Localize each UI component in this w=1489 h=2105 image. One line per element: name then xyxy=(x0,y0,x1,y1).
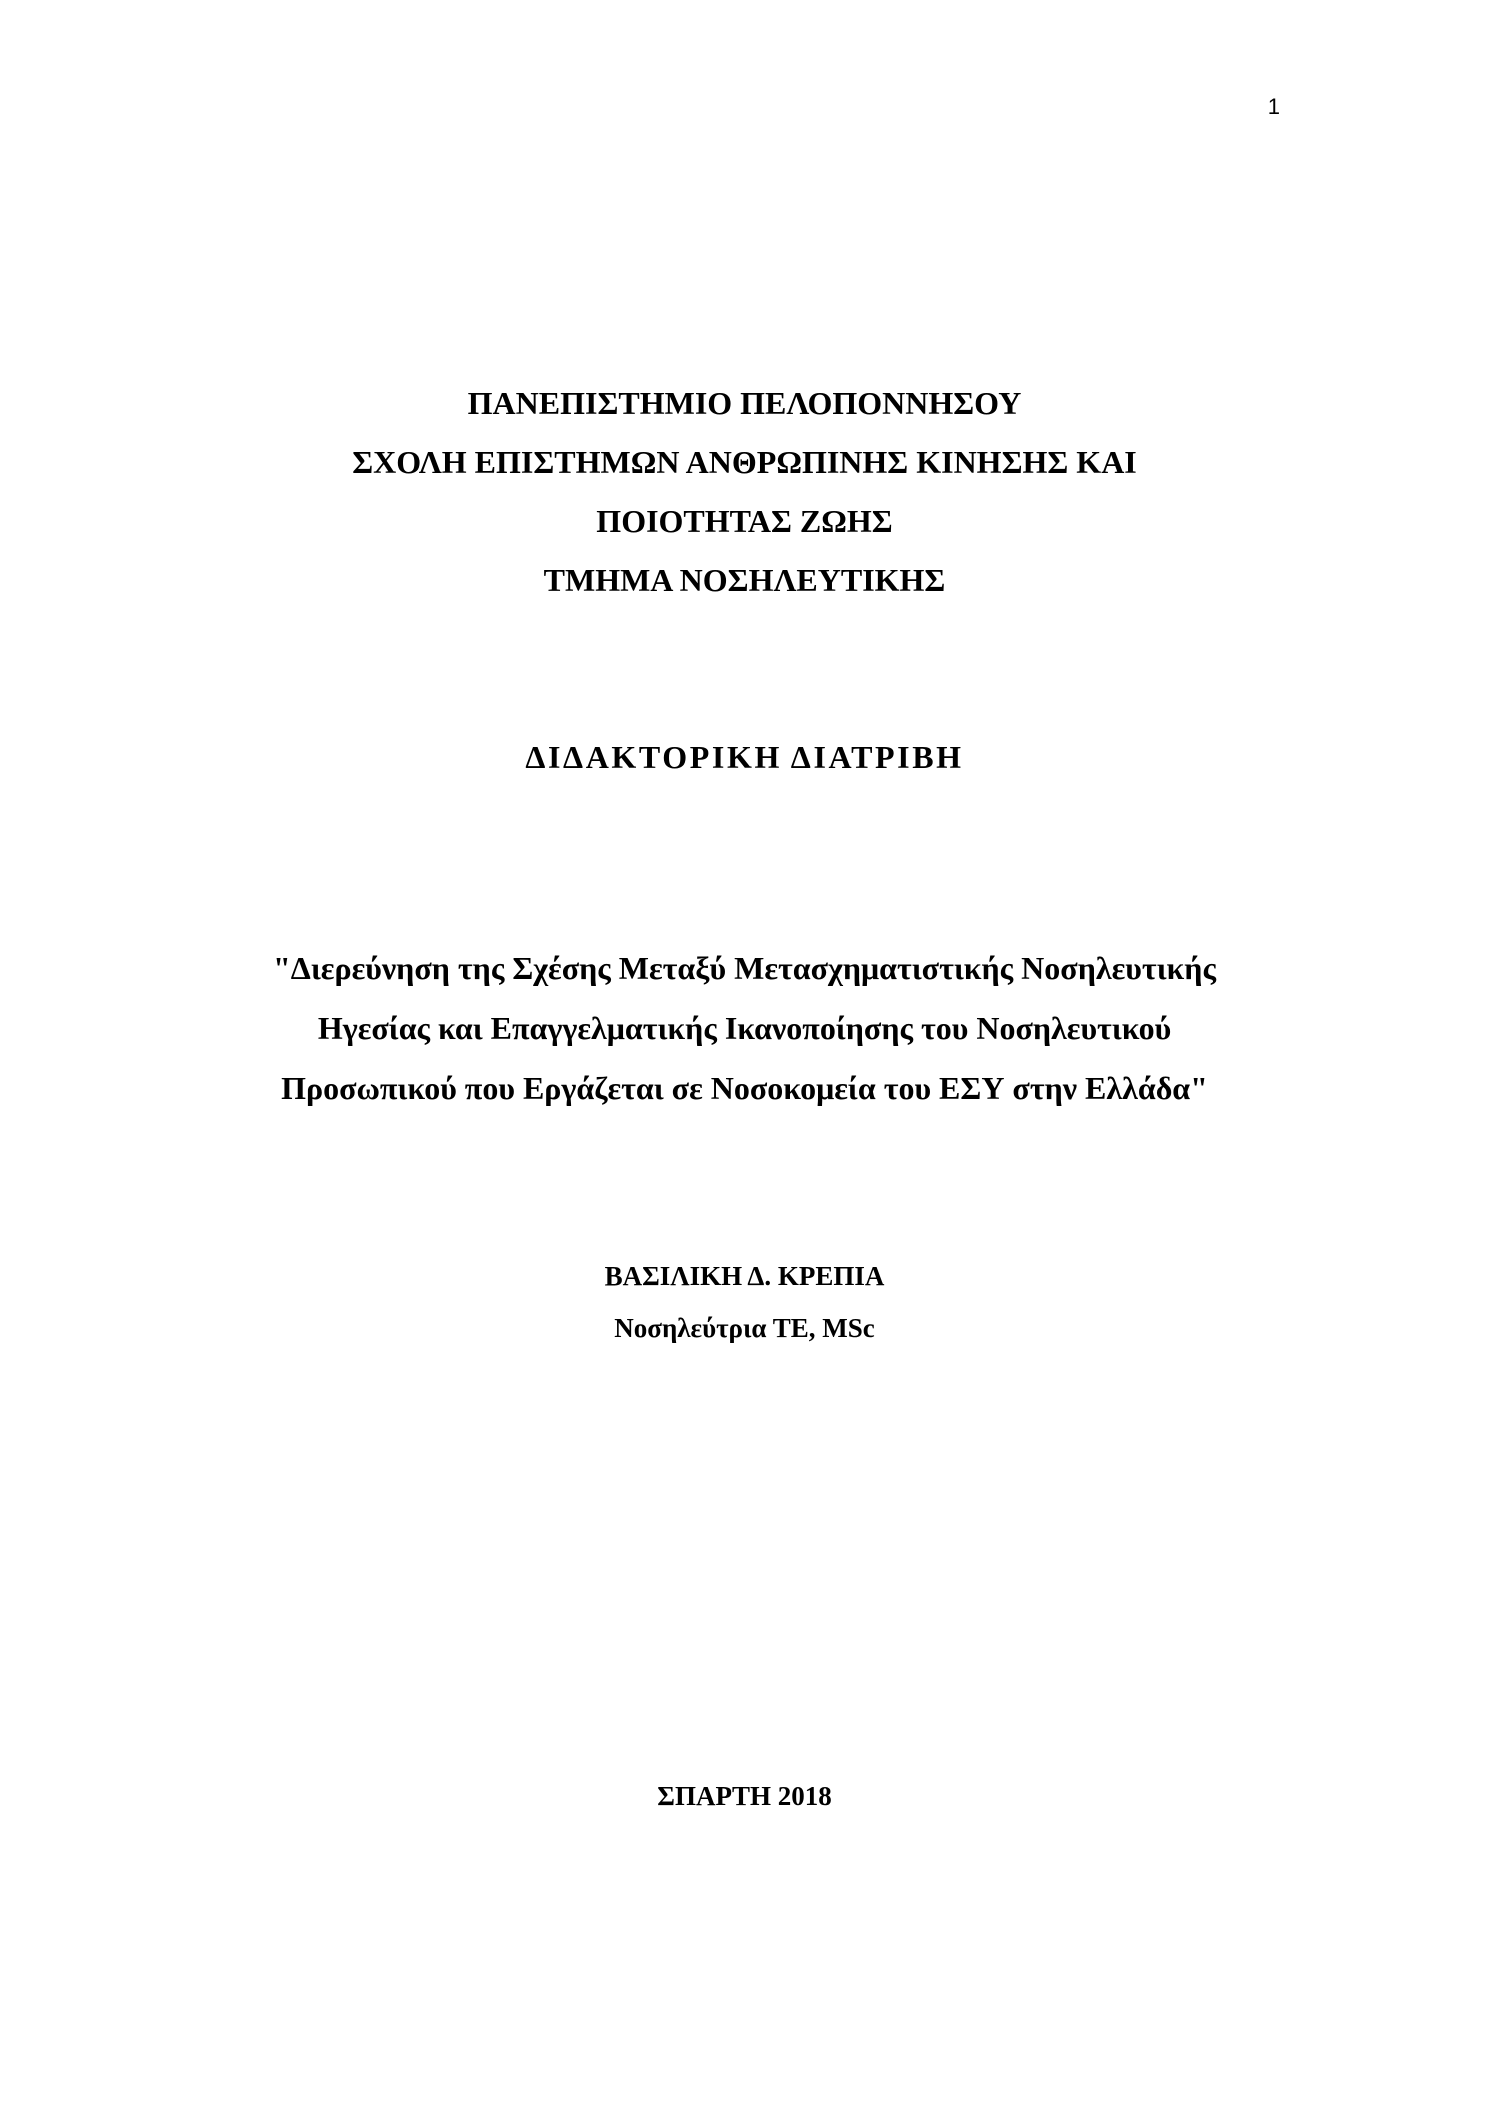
thesis-title xyxy=(0,938,1489,1118)
page-number: 1 xyxy=(1267,94,1280,119)
author-credentials: Νοσηλεύτρια ΤΕ, MSc xyxy=(614,1313,875,1343)
university-name: ΠΑΝΕΠΙΣΤΗΜΙΟ ΠΕΛΟΠΟΝΝΗΣΟΥ xyxy=(467,385,1022,421)
school-name-line-2: ΠΟΙΟΤΗΤΑΣ ΖΩΗΣ xyxy=(596,503,893,539)
school-name-line-1: ΣΧΟΛΗ ΕΠΙΣΤΗΜΩΝ ΑΝΘΡΩΠΙΝΗΣ ΚΙΝΗΣΗΣ ΚΑΙ xyxy=(352,444,1137,480)
thesis-title-line-3: Προσωπικού που Εργάζεται σε Νοσοκομεία του ΕΣΥ στην Ελλάδα" xyxy=(281,1070,1208,1106)
document-type: ΔΙΔΑΚΤΟΡΙΚΗ ΔΙΑΤΡΙΒΗ xyxy=(525,739,964,775)
thesis-title-line-2: Ηγεσίας και Επαγγελματικής Ικανοποίησης του Νοσηλευτικού xyxy=(317,1010,1172,1046)
thesis-title-line-1: "Διερεύνηση της Σχέσης Μεταξύ Μετασχηματιστικής Νοσηλευτικής xyxy=(273,950,1216,986)
place-and-year: ΣΠΑΡΤΗ 2018 xyxy=(657,1781,832,1811)
author-name: ΒΑΣΙΛΙΚΗ Δ. ΚΡΕΠΙΑ xyxy=(604,1261,885,1291)
department-name: ΤΜΗΜΑ ΝΟΣΗΛΕΥΤΙΚΗΣ xyxy=(543,562,946,598)
institution-heading xyxy=(0,374,1489,610)
